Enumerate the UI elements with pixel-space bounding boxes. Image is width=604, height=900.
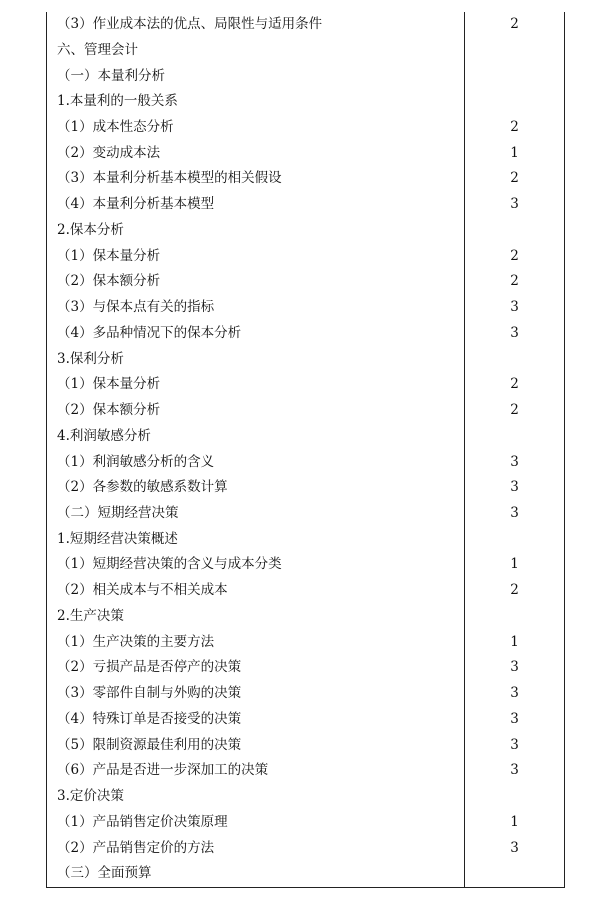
level-cell: 3 [465,295,565,321]
level-cell: 1 [465,810,565,836]
topic-cell: （1）成本性态分析 [47,115,465,141]
topic-cell: （2）保本额分析 [47,398,465,424]
table-row [47,836,565,862]
level-cell [465,424,565,450]
level-cell: 3 [465,192,565,218]
table-row [47,192,565,218]
table-row [47,166,565,192]
table-row [47,141,565,167]
topic-cell: （4）本量利分析基本模型 [47,192,465,218]
topic-cell: 3.定价决策 [47,784,465,810]
topic-cell: 2.保本分析 [47,218,465,244]
topic-cell: （3）与保本点有关的指标 [47,295,465,321]
topic-cell: （1）保本量分析 [47,244,465,270]
level-cell: 2 [465,244,565,270]
topic-cell: （2）相关成本与不相关成本 [47,578,465,604]
level-cell [465,218,565,244]
table-row [47,655,565,681]
topic-cell: 1.本量利的一般关系 [47,89,465,115]
level-cell [465,63,565,89]
table-row [47,321,565,347]
table-row [47,861,565,887]
topic-cell: （一）本量利分析 [47,63,465,89]
topic-cell: 4.利润敏感分析 [47,424,465,450]
table-row [47,269,565,295]
table-row [47,115,565,141]
topic-cell: （1）生产决策的主要方法 [47,630,465,656]
level-cell [465,861,565,887]
table-row [47,449,565,475]
topic-cell: （二）短期经营决策 [47,501,465,527]
level-cell: 2 [465,166,565,192]
level-cell: 1 [465,141,565,167]
topic-cell: 2.生产决策 [47,604,465,630]
table-row [47,89,565,115]
topic-cell: （1）利润敏感分析的含义 [47,449,465,475]
level-cell [465,784,565,810]
table-row [47,372,565,398]
topic-cell: （1）产品销售定价决策原理 [47,810,465,836]
level-cell [465,347,565,373]
level-cell: 2 [465,269,565,295]
level-cell: 3 [465,501,565,527]
level-cell [465,527,565,553]
topic-cell: （5）限制资源最佳利用的决策 [47,733,465,759]
level-cell [465,89,565,115]
table-body [47,12,565,888]
topic-cell: （2）变动成本法 [47,141,465,167]
topic-cell: 3.保利分析 [47,347,465,373]
table-row [47,63,565,89]
table-row [47,630,565,656]
table-row [47,707,565,733]
table-row [47,810,565,836]
table-row [47,552,565,578]
level-cell: 3 [465,475,565,501]
level-cell: 2 [465,398,565,424]
table-row [47,527,565,553]
table-row [47,604,565,630]
table-row [47,784,565,810]
topic-cell: （2）产品销售定价的方法 [47,836,465,862]
level-cell: 3 [465,733,565,759]
table-row [47,295,565,321]
topic-cell: （1）短期经营决策的含义与成本分类 [47,552,465,578]
topic-cell: （3）作业成本法的优点、局限性与适用条件 [47,12,465,38]
topic-cell: 六、管理会计 [47,38,465,64]
table-row [47,424,565,450]
table-row [47,218,565,244]
topic-cell: （1）保本量分析 [47,372,465,398]
table-row [47,475,565,501]
table-row [47,12,565,38]
level-cell: 2 [465,12,565,38]
level-cell: 3 [465,449,565,475]
level-cell [465,38,565,64]
table-row [47,244,565,270]
topic-cell: （2）亏损产品是否停产的决策 [47,655,465,681]
topic-cell: 1.短期经营决策概述 [47,527,465,553]
level-cell: 3 [465,758,565,784]
topic-cell: （4）特殊订单是否接受的决策 [47,707,465,733]
table-row [47,578,565,604]
level-cell: 1 [465,630,565,656]
topic-cell: （2）各参数的敏感系数计算 [47,475,465,501]
table-row [47,758,565,784]
level-cell: 3 [465,321,565,347]
table-row [47,398,565,424]
level-cell: 3 [465,655,565,681]
topic-cell: （4）多品种情况下的保本分析 [47,321,465,347]
topic-cell: （3）零部件自制与外购的决策 [47,681,465,707]
level-cell: 2 [465,115,565,141]
table-row [47,681,565,707]
level-cell: 2 [465,578,565,604]
level-cell: 3 [465,681,565,707]
syllabus-table [46,12,565,888]
topic-cell: （三）全面预算 [47,861,465,887]
level-cell: 3 [465,707,565,733]
level-cell: 1 [465,552,565,578]
level-cell [465,604,565,630]
table-row [47,347,565,373]
level-cell: 3 [465,836,565,862]
table-row [47,38,565,64]
level-cell: 2 [465,372,565,398]
topic-cell: （3）本量利分析基本模型的相关假设 [47,166,465,192]
table-row [47,733,565,759]
topic-cell: （6）产品是否进一步深加工的决策 [47,758,465,784]
topic-cell: （2）保本额分析 [47,269,465,295]
table-row [47,501,565,527]
